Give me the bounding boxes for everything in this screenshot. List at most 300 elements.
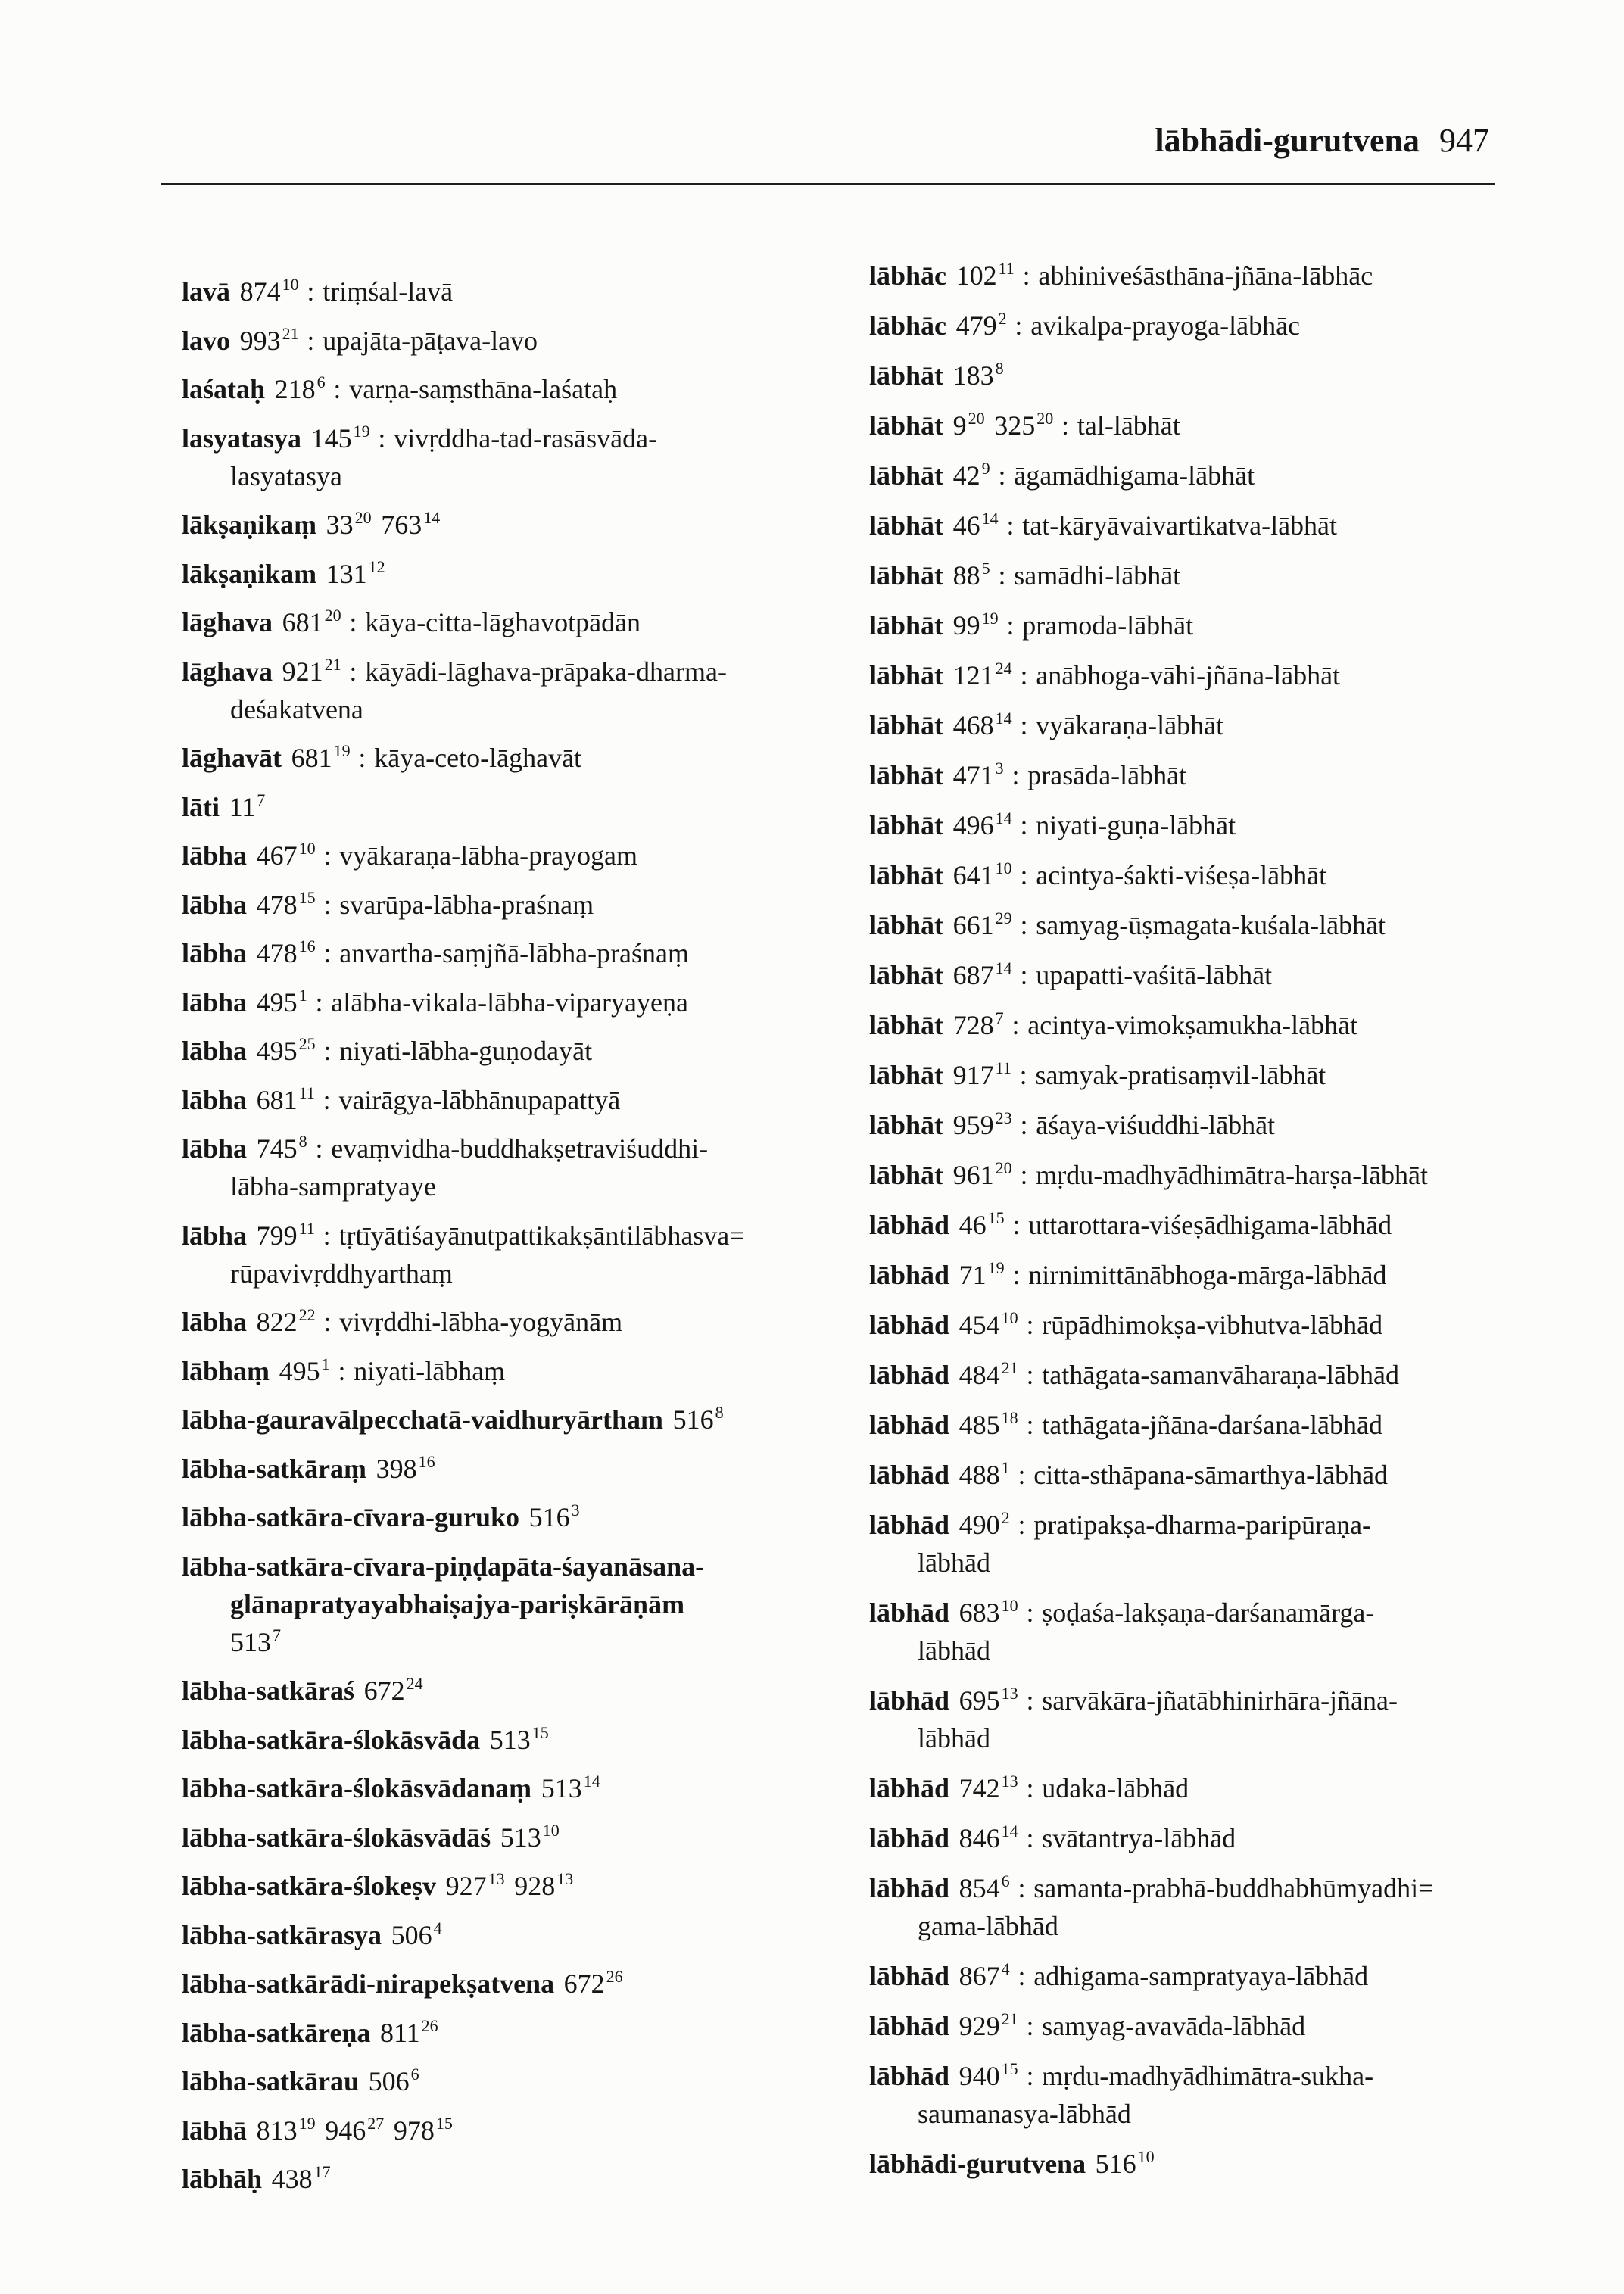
page-reference	[959, 1310, 1018, 1340]
headword: lābhā	[182, 2115, 248, 2146]
separator: :	[1026, 1597, 1034, 1628]
context-phrase: niyati-guṇa-lābhāt	[1036, 810, 1236, 840]
page-number: 513	[541, 1773, 582, 1803]
entry-line	[869, 1106, 1551, 1144]
index-entry	[182, 837, 848, 874]
index-entry	[869, 1819, 1551, 1857]
context-phrase: ṣoḍaśa-lakṣaṇa-darśanamārga-	[1042, 1597, 1375, 1628]
entry-line	[869, 1594, 1551, 1632]
entry-line	[182, 1672, 848, 1710]
context-phrase: abhiniveśāsthāna-jñāna-lābhāc	[1038, 260, 1373, 291]
headword: lābha-satkāra-cīvara-piṇḍapāta-śayanāsana-	[182, 1551, 705, 1582]
index-entry	[869, 1056, 1551, 1094]
separator: :	[1006, 510, 1015, 541]
line-number: 13	[1001, 1772, 1018, 1791]
separator: :	[323, 1036, 332, 1066]
entry-line	[182, 506, 848, 544]
headword: lāghava	[182, 656, 273, 687]
line-number: 20	[354, 508, 372, 527]
line-number: 26	[606, 1967, 623, 1986]
line-number: 14	[1001, 1822, 1018, 1840]
context-phrase: tathāgata-samanvāharaṇa-lābhād	[1042, 1360, 1400, 1390]
separator: :	[1026, 2061, 1034, 2091]
line-number: 25	[298, 1034, 316, 1053]
separator: :	[1026, 1310, 1034, 1340]
page-reference	[959, 2011, 1018, 2041]
index-entry	[182, 653, 848, 728]
headword: lāghava	[182, 607, 273, 637]
headword: lābhaṃ	[182, 1355, 270, 1386]
index-entry	[182, 2112, 848, 2149]
separator: :	[315, 1133, 323, 1164]
separator: :	[349, 656, 357, 687]
headword: lābhāt	[869, 710, 944, 740]
entry-line	[182, 555, 848, 593]
headword: lavā	[182, 276, 231, 307]
line-number: 15	[1001, 2059, 1018, 2078]
separator: :	[307, 276, 315, 307]
page-reference	[272, 2164, 331, 2194]
headword: lābha-satkārasya	[182, 1919, 382, 1950]
index-entry	[869, 1957, 1551, 1995]
line-number: 8	[995, 359, 1004, 378]
entry-line	[182, 1585, 848, 1623]
entry-line	[182, 1819, 848, 1856]
page-number: 745	[256, 1133, 298, 1164]
line-number: 22	[298, 1305, 316, 1324]
entry-line	[182, 1032, 848, 1070]
line-number: 24	[406, 1674, 423, 1693]
headword: lābhād	[869, 2061, 950, 2091]
context-phrase: tat-kāryāvaivartikatva-lābhāt	[1022, 510, 1338, 541]
line-number: 15	[987, 1208, 1005, 1227]
headword: lābhāt	[869, 810, 944, 840]
index-entry	[869, 357, 1551, 394]
context-phrase: āgamādhigama-lābhāt	[1014, 460, 1255, 491]
line-number: 11	[995, 1058, 1011, 1077]
entry-line	[182, 983, 848, 1021]
page-reference	[959, 2061, 1018, 2091]
line-number: 3	[995, 759, 1004, 778]
context-phrase: avikalpa-prayoga-lābhāc	[1030, 310, 1301, 341]
entry-line	[869, 1719, 1551, 1757]
page-number: 218	[274, 374, 316, 404]
line-number: 12	[368, 556, 385, 576]
headword: lābhād	[869, 1823, 950, 1853]
page-reference	[953, 510, 999, 541]
context-phrase: samanta-prabhā-buddhabhūmyadhi=	[1033, 1873, 1434, 1903]
line-number: 15	[298, 887, 316, 907]
headword: lābha-satkāraṃ	[182, 1453, 367, 1484]
headword: lasyatasya	[182, 422, 302, 454]
page-number: 454	[959, 1310, 1000, 1340]
entry-line	[869, 1206, 1551, 1244]
entry-line	[182, 273, 848, 310]
context-phrase: sarvākāra-jñatābhinirhāra-jñāna-	[1042, 1685, 1398, 1716]
context-phrase: pramoda-lābhāt	[1022, 610, 1194, 641]
page-number: 183	[952, 360, 994, 391]
index-entry	[869, 756, 1551, 794]
context-continuation: lābhād	[918, 1635, 990, 1666]
page-number: 763	[381, 510, 422, 540]
index-entry	[869, 1594, 1551, 1669]
separator: :	[323, 1220, 331, 1251]
entry-line	[182, 419, 848, 457]
line-number: 7	[995, 1008, 1004, 1027]
page-number: 513	[500, 1822, 541, 1853]
page-reference	[529, 1502, 580, 1532]
line-number: 4	[433, 1918, 442, 1937]
page-number: 681	[256, 1084, 298, 1115]
line-number: 11	[298, 1218, 315, 1238]
folio-page-number: 947	[1439, 122, 1489, 159]
line-number: 6	[1001, 1872, 1010, 1890]
line-number: 14	[995, 709, 1012, 728]
headword: lābha-satkāra-ślokāsvādanaṃ	[182, 1773, 532, 1803]
headword: lābhāt	[869, 1160, 944, 1190]
index-entry	[182, 419, 848, 495]
separator: :	[1026, 1410, 1034, 1440]
page-reference	[257, 1133, 307, 1164]
context-continuation: rūpavivṛddhyarthaṃ	[230, 1258, 453, 1289]
headword: lābhāt	[869, 610, 944, 641]
index-entry	[869, 556, 1551, 594]
headword: lavo	[182, 325, 231, 356]
index-entry	[182, 2014, 848, 2052]
context-phrase: mṛdu-madhyādhimātra-sukha-	[1042, 2061, 1374, 2091]
headword: lāghavāt	[182, 743, 282, 773]
page-reference	[514, 1871, 573, 1901]
headword: lābhād	[869, 2011, 950, 2041]
index-entry	[869, 1106, 1551, 1144]
page-number: 506	[368, 2066, 410, 2096]
separator: :	[323, 889, 332, 920]
page-reference	[953, 760, 1004, 790]
line-number: 18	[1001, 1408, 1018, 1427]
headword: lābhāḥ	[182, 2164, 263, 2194]
line-number: 13	[488, 1869, 505, 1888]
page-reference	[376, 1451, 435, 1484]
page-number: 846	[959, 1823, 1000, 1853]
entry-line	[869, 656, 1551, 694]
index-entry	[182, 1672, 848, 1710]
line-number: 19	[333, 741, 351, 760]
page-number: 961	[952, 1160, 994, 1190]
headword: lābha	[182, 1133, 248, 1164]
index-entry	[869, 1769, 1551, 1807]
separator: :	[1026, 1360, 1034, 1390]
separator: :	[307, 325, 315, 356]
headword: lābhād	[869, 1410, 950, 1440]
page-reference	[953, 1160, 1012, 1190]
headword: lābha	[182, 1084, 248, 1115]
page-number: 978	[393, 2115, 435, 2146]
line-number: 20	[324, 606, 341, 625]
running-head-title: lābhādi-gurutvena	[1155, 122, 1420, 159]
entry-line	[869, 1869, 1551, 1907]
entry-line	[182, 1255, 848, 1292]
line-number: 21	[324, 654, 341, 674]
page-reference	[953, 560, 990, 591]
entry-line	[182, 1965, 848, 2003]
context-phrase: prasāda-lābhāt	[1027, 760, 1187, 790]
page-reference	[953, 360, 1004, 391]
line-number: 14	[981, 509, 999, 528]
context-phrase: uttarottara-viśeṣādhigama-lābhād	[1028, 1210, 1392, 1240]
line-number: 8	[715, 1403, 724, 1422]
separator: :	[315, 986, 323, 1018]
page-reference	[564, 1968, 623, 1999]
separator: :	[1020, 860, 1028, 890]
headword: lābhāt	[869, 1010, 944, 1040]
page-number: 121	[952, 660, 994, 690]
index-entry	[182, 1867, 848, 1905]
line-number: 17	[313, 2162, 331, 2181]
page-number: 325	[994, 410, 1036, 441]
entry-line	[182, 1130, 848, 1167]
page-reference	[229, 792, 266, 822]
headword: lābha-satkāreṇa	[182, 2017, 371, 2048]
entry-line	[182, 1498, 848, 1536]
page-number: 874	[239, 276, 281, 307]
context-phrase: samyag-avavāda-lābhād	[1042, 2011, 1306, 2041]
separator: :	[1020, 960, 1028, 990]
page-number: 11	[229, 791, 256, 822]
line-number: 6	[316, 372, 326, 391]
page-number: 921	[282, 656, 323, 687]
page-number: 496	[952, 810, 994, 840]
line-number: 2	[1001, 1508, 1010, 1527]
headword: lābhāt	[869, 410, 944, 441]
line-number: 11	[298, 1083, 315, 1102]
separator: :	[998, 560, 1006, 591]
line-number: 19	[353, 421, 370, 441]
page-reference	[257, 1220, 315, 1251]
line-number: 20	[995, 1158, 1012, 1177]
page-reference	[257, 1036, 316, 1066]
headword: lābhāt	[869, 960, 944, 990]
line-number: 10	[1137, 2147, 1155, 2166]
page-reference	[953, 1110, 1012, 1140]
index-entry	[182, 1352, 848, 1390]
entry-line	[182, 2062, 848, 2100]
context-phrase: vyākaraṇa-lābhāt	[1036, 710, 1224, 740]
line-number: 5	[981, 559, 990, 578]
context-continuation: lasyatasya	[230, 460, 342, 491]
page-reference	[953, 710, 1012, 740]
page-number: 813	[256, 2115, 298, 2146]
context-phrase: anvartha-saṃjñā-lābha-praśnaṃ	[339, 938, 690, 968]
entry-line	[182, 690, 848, 728]
page-reference	[959, 1961, 1010, 1991]
index-entry	[869, 1456, 1551, 1494]
page-number: 398	[376, 1453, 417, 1484]
line-number: 26	[421, 2015, 438, 2035]
page-reference	[257, 2115, 316, 2146]
separator: :	[378, 422, 386, 454]
page-reference	[257, 1085, 315, 1115]
entry-line	[869, 1957, 1551, 1995]
page-reference	[959, 1510, 1010, 1540]
index-entry	[182, 1916, 848, 1954]
line-number: 10	[298, 839, 316, 858]
index-entry	[182, 1965, 848, 2003]
entry-line	[182, 1450, 848, 1488]
entry-line	[182, 1401, 848, 1438]
context-phrase: samyak-pratisaṃvil-lābhāt	[1035, 1060, 1326, 1090]
entry-line	[182, 1769, 848, 1807]
left-column	[182, 273, 848, 2209]
index-entry	[869, 1406, 1551, 1444]
entry-line	[869, 806, 1551, 844]
entry-line	[869, 606, 1551, 644]
page-number: 742	[959, 1773, 1000, 1803]
headword: lābha-satkāra-ślokeṣv	[182, 1871, 437, 1901]
separator: :	[1020, 710, 1028, 740]
page-number: 495	[279, 1355, 320, 1386]
entry-line	[182, 788, 848, 826]
index-entry	[182, 1130, 848, 1205]
context-phrase: tathāgata-jñāna-darśana-lābhād	[1042, 1410, 1383, 1440]
page-number: 467	[256, 840, 298, 871]
page-reference	[230, 1627, 281, 1657]
page-number: 928	[514, 1871, 556, 1901]
page-reference	[325, 2115, 384, 2146]
page-number: 641	[952, 860, 994, 890]
entry-line	[182, 2112, 848, 2149]
page-reference	[953, 810, 1012, 840]
index-entry	[182, 1769, 848, 1807]
separator: :	[349, 607, 357, 637]
index-entry	[869, 1006, 1551, 1044]
entry-line	[869, 1544, 1551, 1582]
page-number: 495	[256, 986, 298, 1018]
index-entry	[182, 370, 848, 408]
line-number: 11	[998, 259, 1015, 278]
line-number: 7	[257, 790, 266, 809]
index-entry	[869, 956, 1551, 994]
line-number: 7	[273, 1625, 281, 1644]
page-number: 471	[952, 760, 994, 790]
headword: lābha-satkāra-ślokāsvādāś	[182, 1822, 491, 1853]
page-reference	[959, 1685, 1018, 1716]
headword: lābhādi-gurutvena	[869, 2149, 1086, 2179]
entry-line	[182, 886, 848, 924]
entry-line	[182, 934, 848, 972]
headword: lābhād	[869, 1210, 950, 1240]
context-phrase: kāya-citta-lāghavotpādān	[365, 607, 641, 637]
page-reference	[959, 1597, 1018, 1628]
page-number: 33	[326, 510, 354, 540]
line-number: 10	[1001, 1308, 1018, 1327]
headword: lābhāt	[869, 660, 944, 690]
entry-line	[869, 1306, 1551, 1344]
headword: lābhād	[869, 1597, 950, 1628]
entry-line	[869, 1356, 1551, 1394]
page-number: 490	[959, 1510, 1000, 1540]
context-continuation: lābha-sampratyaye	[230, 1171, 436, 1202]
separator: :	[1019, 1060, 1027, 1090]
page-reference	[311, 423, 370, 454]
page-number: 485	[959, 1410, 1000, 1440]
line-number: 19	[987, 1258, 1005, 1277]
separator: :	[323, 1084, 331, 1115]
page-number: 661	[952, 910, 994, 940]
headword: lābha-satkāraś	[182, 1675, 355, 1706]
index-entry	[869, 307, 1551, 344]
line-number: 1	[298, 985, 307, 1005]
page-number: 488	[959, 1460, 1000, 1490]
page-reference	[381, 510, 440, 540]
headword: lābhāt	[869, 560, 944, 591]
headword: lābhād	[869, 1773, 950, 1803]
index-entry	[182, 555, 848, 593]
line-number: 14	[995, 809, 1012, 828]
entry-line	[182, 1352, 848, 1390]
context-phrase: svātantrya-lābhād	[1042, 1823, 1236, 1853]
context-phrase: rūpādhimokṣa-vibhutva-lābhād	[1042, 1310, 1383, 1340]
entry-line	[869, 1506, 1551, 1544]
headword: lābha-gauravālpecchatā-vaidhuryārtham	[182, 1404, 664, 1435]
index-entry	[869, 2145, 1551, 2183]
page-reference	[953, 410, 985, 441]
index-entry	[182, 739, 848, 777]
index-entry	[182, 1548, 848, 1661]
context-phrase: samādhi-lābhāt	[1014, 560, 1181, 591]
context-phrase: acintya-vimokṣamukha-lābhāt	[1027, 1010, 1358, 1040]
line-number: 13	[556, 1869, 574, 1888]
index-entry	[869, 2007, 1551, 2045]
entry-line	[182, 1916, 848, 1954]
line-number: 2	[998, 309, 1007, 328]
headword: lābhāt	[869, 360, 944, 391]
entry-line	[869, 407, 1551, 444]
entry-line	[182, 1548, 848, 1585]
line-number: 6	[410, 2065, 419, 2084]
headword: lābha-satkārau	[182, 2066, 360, 2096]
page-number: 516	[1095, 2149, 1136, 2179]
entry-line	[869, 257, 1551, 295]
page-number: 102	[955, 260, 997, 291]
entry-line	[182, 370, 848, 408]
entry-line	[869, 1406, 1551, 1444]
page-reference	[257, 1307, 316, 1337]
line-number: 1	[1001, 1458, 1010, 1477]
page-reference	[953, 860, 1012, 890]
page-number: 854	[959, 1873, 1000, 1903]
entry-line	[869, 2007, 1551, 2045]
entry-line	[869, 1256, 1551, 1294]
separator: :	[1011, 760, 1020, 790]
index-entry	[182, 1032, 848, 1070]
page-reference	[673, 1404, 724, 1435]
page-number: 88	[952, 560, 980, 591]
context-phrase: citta-sthāpana-sāmarthya-lābhād	[1033, 1460, 1389, 1490]
entry-line	[869, 2057, 1551, 2095]
separator: :	[1006, 610, 1015, 641]
page-reference	[369, 2066, 419, 2096]
separator: :	[1061, 410, 1070, 441]
entry-line	[182, 2014, 848, 2052]
separator: :	[1020, 1110, 1028, 1140]
page-number: 484	[959, 1360, 1000, 1390]
entry-line	[182, 457, 848, 495]
context-phrase: tṛtīyātiśayānutpattikakṣāntilābhasva=	[338, 1220, 745, 1251]
page-reference	[956, 260, 1015, 291]
entry-line	[869, 1682, 1551, 1719]
headword: laśataḥ	[182, 374, 266, 404]
index-entry	[869, 656, 1551, 694]
